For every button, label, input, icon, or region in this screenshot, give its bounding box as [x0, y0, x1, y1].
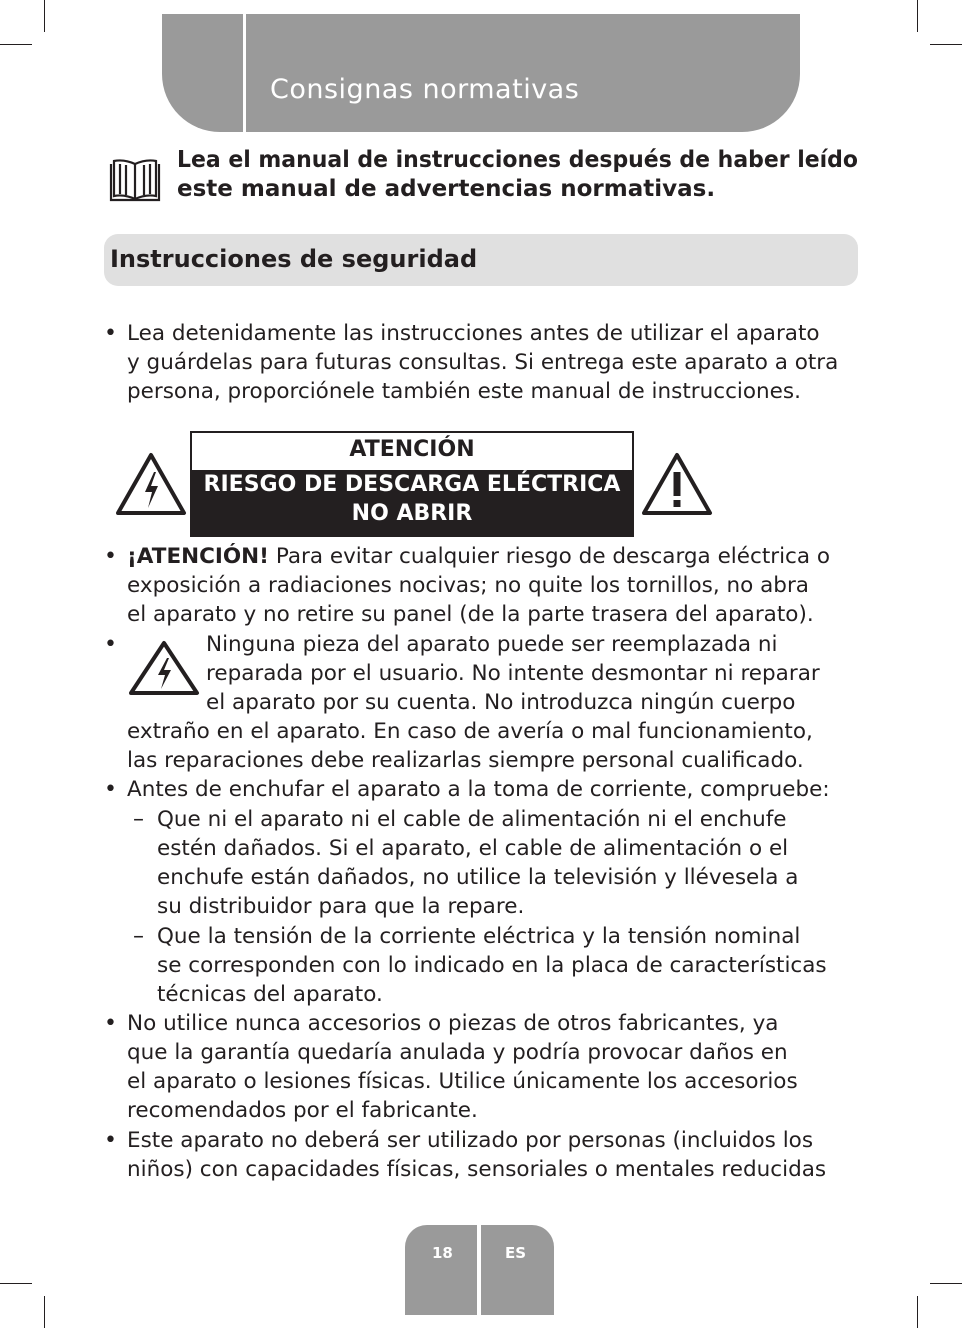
- lightning-warning-icon: [128, 640, 200, 696]
- p5-line-3: el aparato o lesiones físicas. Utilice únicamente los accesorios: [127, 1069, 798, 1094]
- p4-sub1-line-4: su distribuidor para que la repare.: [157, 894, 525, 919]
- footer-divider: [477, 1225, 481, 1315]
- p2-lead: ¡ATENCIÓN!: [127, 544, 269, 569]
- crop-mark: [44, 1296, 45, 1328]
- section-title: Instrucciones de seguridad: [110, 245, 478, 273]
- p4-sub2-line-1: Que la tensión de la corriente eléctrica y la tensión nominal: [157, 924, 801, 949]
- bullet: •: [104, 321, 117, 346]
- p5-line-2: que la garantía quedaría anulada y podría provocar daños en: [127, 1040, 788, 1065]
- p6-line-2: niños) con capacidades físicas, sensoriales o mentales reducidas: [127, 1157, 827, 1182]
- warning-label: [190, 431, 634, 537]
- warning-heading: ATENCIÓN: [349, 437, 475, 462]
- page-title: Consignas normativas: [270, 74, 580, 105]
- p4-sub2-line-2: se corresponden con lo indicado en la placa de características: [157, 953, 827, 978]
- header-divider: [243, 14, 246, 132]
- crop-mark: [930, 44, 962, 45]
- p4-sub2-line-3: técnicas del aparato.: [157, 982, 383, 1007]
- crop-mark: [930, 1283, 962, 1284]
- warning-line-2: NO ABRIR: [351, 501, 473, 526]
- p4-line-1: Antes de enchufar el aparato a la toma de corriente, compruebe:: [127, 777, 830, 802]
- language-code: ES: [505, 1244, 527, 1262]
- intro-line-1: Lea el manual de instrucciones después de haber leído: [177, 147, 858, 173]
- crop-mark: [0, 44, 32, 45]
- bullet: •: [104, 632, 117, 657]
- crop-mark: [0, 1283, 32, 1284]
- warning-line-1: RIESGO DE DESCARGA ELÉCTRICA: [203, 472, 621, 497]
- p5-line-4: recomendados por el fabricante.: [127, 1098, 478, 1123]
- p3-line-1: Ninguna pieza del aparato puede ser reemplazada ni: [206, 632, 778, 657]
- dash: –: [133, 807, 144, 832]
- p2-line-3: el aparato y no retire su panel (de la parte trasera del aparato).: [127, 602, 814, 627]
- p5-line-1: No utilice nunca accesorios o piezas de otros fabricantes, ya: [127, 1011, 779, 1036]
- header-tab: [162, 14, 800, 132]
- page-number: 18: [432, 1244, 453, 1262]
- crop-mark: [44, 0, 45, 32]
- p2-line-2: exposición a radiaciones nocivas; no quite los tornillos, no abra: [127, 573, 809, 598]
- p2-line-1: [127, 542, 830, 571]
- warning-dark-band: [192, 470, 632, 537]
- p2-line-1-text: Para evitar cualquier riesgo de descarga eléctrica o: [268, 544, 831, 569]
- bullet: •: [104, 544, 117, 569]
- p6-line-1: Este aparato no deberá ser utilizado por personas (incluidos los: [127, 1128, 814, 1153]
- p1-line-3: persona, proporciónele también este manual de instrucciones.: [127, 379, 801, 404]
- p3-line-5: las reparaciones debe realizarlas siempre personal cualificado.: [127, 748, 804, 773]
- p1-line-1: Lea detenidamente las instrucciones antes de utilizar el aparato: [127, 321, 820, 346]
- book-icon: [108, 156, 162, 204]
- p4-sub1-line-3: enchufe están dañados, no utilice la televisión y llévesela a: [157, 865, 799, 890]
- lightning-warning-icon: [115, 452, 187, 516]
- crop-mark: [917, 1296, 918, 1328]
- p3-line-2: reparada por el usuario. No intente desmontar ni reparar: [206, 661, 820, 686]
- bullet: •: [104, 777, 117, 802]
- p1-line-2: y guárdelas para futuras consultas. Si entrega este aparato a otra: [127, 350, 839, 375]
- bullet: •: [104, 1128, 117, 1153]
- dash: –: [133, 924, 144, 949]
- intro-line-2: este manual de advertencias normativas.: [177, 176, 716, 202]
- p4-sub1-line-2: estén dañados. Si el aparato, el cable de alimentación o el: [157, 836, 789, 861]
- p3-line-3: el aparato por su cuenta. No introduzca ningún cuerpo: [206, 690, 796, 715]
- p3-line-4: extraño en el aparato. En caso de avería o mal funcionamiento,: [127, 719, 813, 744]
- exclamation-warning-icon: [641, 452, 713, 516]
- crop-mark: [917, 0, 918, 32]
- p4-sub1-line-1: Que ni el aparato ni el cable de alimentación ni el enchufe: [157, 807, 787, 832]
- bullet: •: [104, 1011, 117, 1036]
